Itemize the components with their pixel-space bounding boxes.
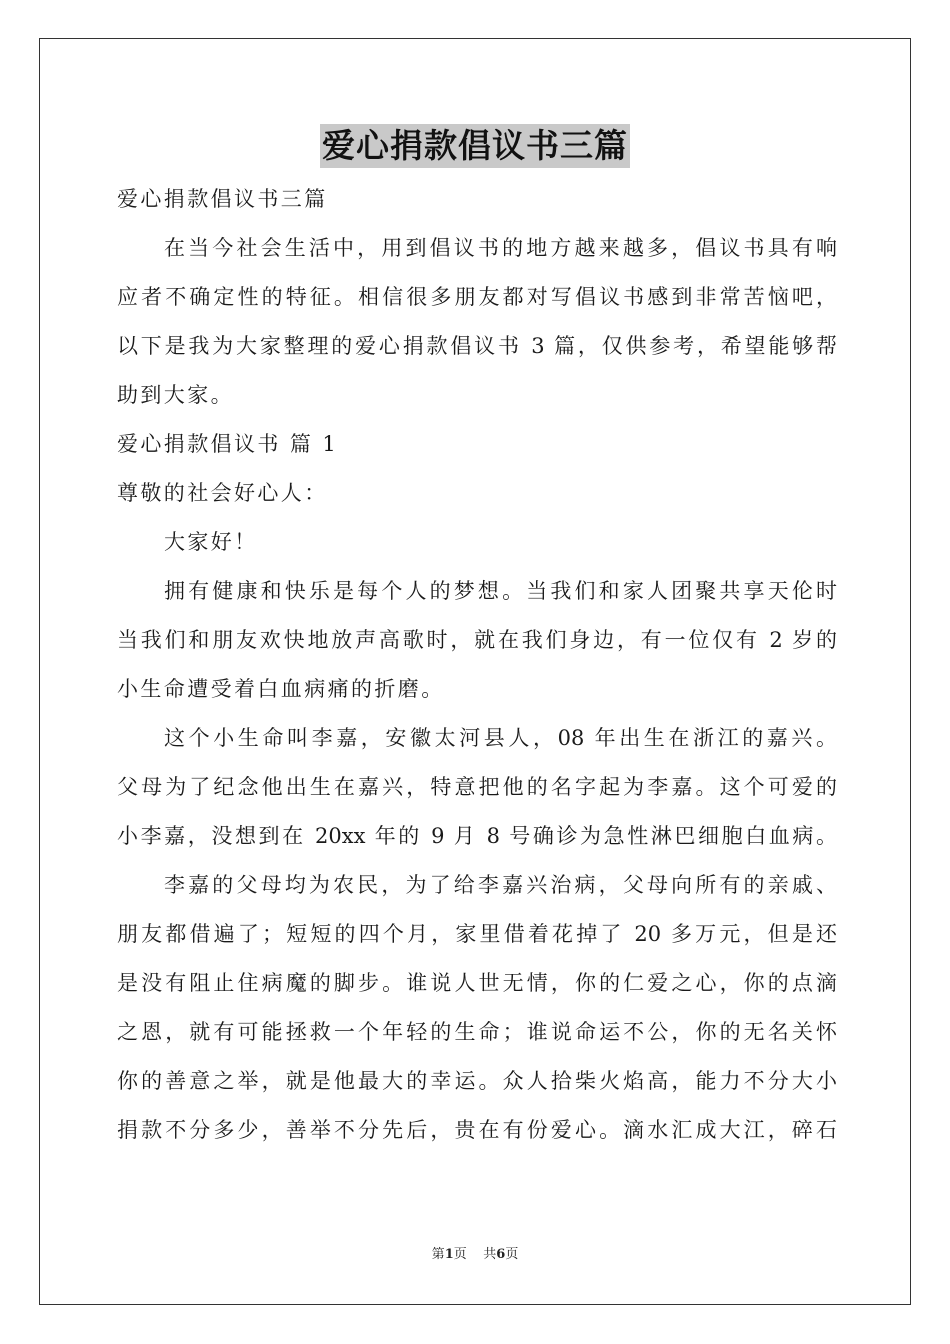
document-body [117,175,837,1155]
title-wrap [0,124,950,168]
paragraph-line: 之恩，就有可能拯救一个年轻的生命；谁说命运不公，你的无名关怀 [117,1020,837,1044]
section-heading: 爱心捐款倡议书 篇 1 [117,432,339,456]
paragraph-line: 你的善意之举，就是他最大的幸运。众人拾柴火焰高，能力不分大小 [117,1069,837,1093]
subtitle-line: 爱心捐款倡议书三篇 [117,187,328,211]
paragraph-line: 当我们和朋友欢快地放声高歌时，就在我们身边，有一位仅有 2 岁的 [117,628,837,652]
paragraph-line: 捐款不分多少，善举不分先后，贵在有份爱心。滴水汇成大江，碎石 [117,1118,837,1142]
paragraph-line: 朋友都借遍了；短短的四个月，家里借着花掉了 20 多万元，但是还 [117,922,837,946]
paragraph-line: 在当今社会生活中，用到倡议书的地方越来越多，倡议书具有响 [164,236,837,260]
paragraph-line: 以下是我为大家整理的爱心捐款倡议书 3 篇，仅供参考，希望能够帮 [117,334,837,358]
page-footer [0,1243,950,1262]
paragraph-line: 助到大家。 [117,383,234,407]
footer-prefix: 第 [431,1247,445,1262]
footer-page-total: 6 [496,1247,506,1262]
footer-suffix: 页 [505,1247,519,1262]
greeting: 大家好！ [164,530,258,554]
salutation: 尊敬的社会好心人： [117,481,328,505]
paragraph-line: 拥有健康和快乐是每个人的梦想。当我们和家人团聚共享天伦时 [164,579,837,603]
footer-page-current: 1 [444,1247,454,1262]
paragraph-line: 父母为了纪念他出生在嘉兴，特意把他的名字起为李嘉。这个可爱的 [117,775,837,799]
paragraph-line: 是没有阻止住病魔的脚步。谁说人世无情，你的仁爱之心，你的点滴 [117,971,837,995]
paragraph-line: 李嘉的父母均为农民，为了给李嘉兴治病，父母向所有的亲戚、 [164,873,837,897]
paragraph-line: 应者不确定性的特征。相信很多朋友都对写倡议书感到非常苦恼吧， [117,285,837,309]
paragraph-line: 小李嘉，没想到在 20xx 年的 9 月 8 号确诊为急性淋巴细胞白血病。 [117,824,837,848]
footer-mid: 页 共 [453,1247,497,1262]
document-title: 爱心捐款倡议书三篇 [320,124,630,168]
paragraph-line: 这个小生命叫李嘉，安徽太河县人，08 年出生在浙江的嘉兴。 [164,726,837,750]
paragraph-line: 小生命遭受着白血病痛的折磨。 [117,677,445,701]
